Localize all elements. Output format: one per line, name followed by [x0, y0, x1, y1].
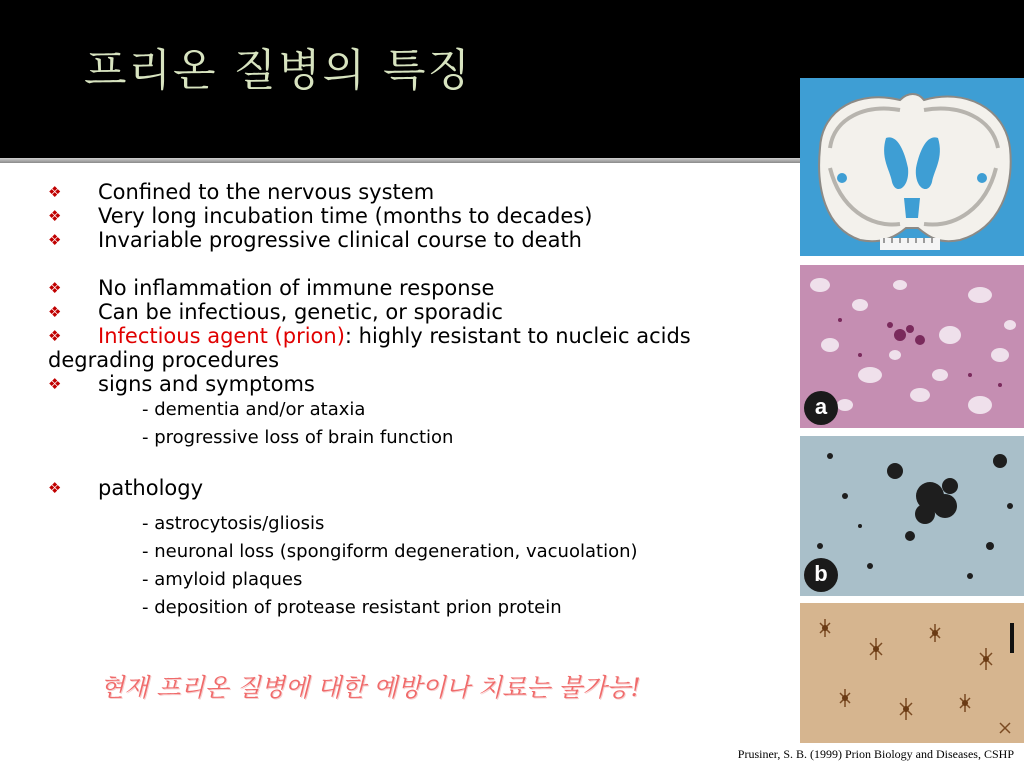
bullet-item	[48, 204, 788, 228]
diamond-bullet-icon: ❖	[48, 375, 62, 393]
bullet-text: pathology	[98, 476, 204, 500]
bullet-item	[48, 300, 788, 324]
brain-section-image	[800, 78, 1024, 256]
sub-item: - astrocytosis/gliosis	[142, 513, 325, 534]
bullet-item-infectious	[48, 324, 788, 372]
bullet-text: Very long incubation time (months to decades)	[98, 204, 593, 228]
spongiform-histology-image	[800, 265, 1024, 428]
bullet-item	[48, 372, 788, 396]
panel-label-a: a	[804, 391, 838, 425]
slide-title: 프리온 질병의 특징	[84, 45, 473, 96]
bullet-item	[48, 180, 788, 204]
sub-item: - dementia and/or ataxia	[142, 399, 366, 420]
diamond-bullet-icon: ❖	[48, 183, 62, 201]
citation: Prusiner, S. B. (1999) Prion Biology and Diseases, CSHP	[737, 747, 1014, 761]
bullet-item	[48, 276, 788, 300]
amyloid-plaques-image	[800, 436, 1024, 596]
sub-item: - progressive loss of brain function	[142, 427, 454, 448]
diamond-bullet-icon: ❖	[48, 279, 62, 297]
diamond-bullet-icon: ❖	[48, 303, 62, 321]
infectious-agent-description: : highly resistant to nucleic acids degrading procedures	[48, 324, 691, 372]
bullet-list	[48, 180, 788, 622]
bullet-text: No inflammation of immune response	[98, 276, 495, 300]
diamond-bullet-icon: ❖	[48, 479, 62, 497]
diamond-bullet-icon: ❖	[48, 231, 62, 249]
bullet-text: Can be infectious, genetic, or sporadic	[98, 300, 503, 324]
korean-note: 현재 프리온 질병에 대한 예방이나 치료는 불가능!	[100, 673, 641, 702]
infectious-agent-highlight: Infectious agent (prion)	[98, 324, 345, 348]
diamond-bullet-icon: ❖	[48, 327, 62, 345]
bullet-text: Confined to the nervous system	[98, 180, 435, 204]
sub-item: - deposition of protease resistant prion protein	[142, 597, 562, 618]
sub-item: - neuronal loss (spongiform degeneration, vacuolation)	[142, 541, 638, 562]
astrocytosis-image	[800, 603, 1024, 743]
bullet-text: Invariable progressive clinical course to death	[98, 228, 582, 252]
bullet-item	[48, 228, 788, 252]
sub-item: - amyloid plaques	[142, 569, 303, 590]
diamond-bullet-icon: ❖	[48, 207, 62, 225]
panel-label-b: b	[804, 558, 838, 592]
bullet-item	[48, 476, 788, 500]
bullet-text: signs and symptoms	[98, 372, 315, 396]
